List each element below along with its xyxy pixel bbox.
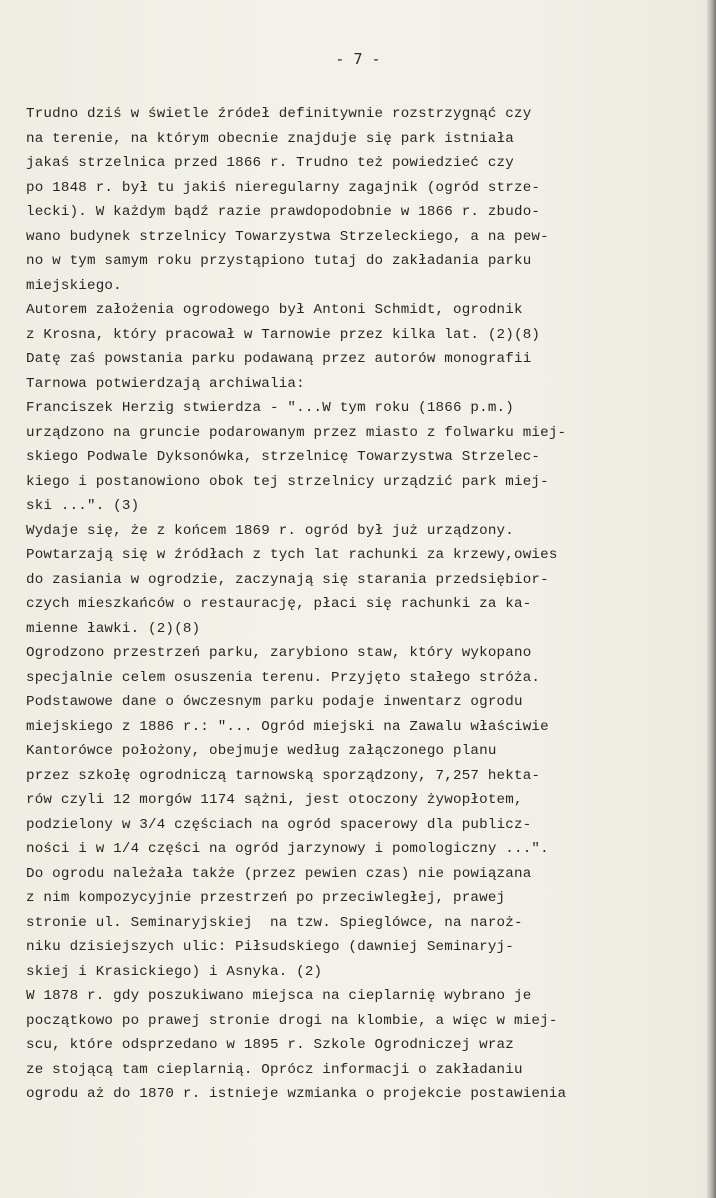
text-line: ogrodu aż do 1870 r. istnieje wzmianka o projekcie postawienia	[26, 1086, 567, 1102]
text-line: Powtarzają się w źródłach z tych lat rachunki za krzewy,owies	[26, 547, 558, 563]
text-line: scu, które odsprzedano w 1895 r. Szkole Ogrodniczej wraz	[26, 1037, 514, 1053]
text-line: miejskiego.	[26, 277, 122, 294]
text-line: skiego Podwale Dyksonówka, strzelnicę Towarzystwa Strzelec-	[26, 449, 541, 465]
text-line: kiego i postanowiono obok tej strzelnicy urządzić park miej-	[26, 473, 549, 490]
text-line: ski ...". (3)	[26, 498, 140, 514]
page-edge-shadow	[706, 0, 716, 1198]
text-line: jakaś strzelnica przed 1866 r. Trudno też powiedzieć czy	[26, 155, 514, 171]
text-line: Wydaje się, że z końcem 1869 r. ogród był już urządzony.	[26, 522, 514, 539]
text-line: z Krosna, który pracował w Tarnowie przez kilka lat. (2)(8)	[26, 326, 541, 343]
text-line: Franciszek Herzig stwierdza - "...W tym roku (1866 p.m.)	[26, 400, 514, 416]
text-line: początkowo po prawej stronie drogi na klombie, a więc w miej-	[26, 1012, 558, 1029]
text-line: podzielony w 3/4 częściach na ogród spacerowy dla publicz-	[26, 816, 532, 833]
text-line: czych mieszkańców o restaurację, płaci się rachunki za ka-	[26, 596, 532, 612]
text-line: niku dzisiejszych ulic: Piłsudskiego (dawniej Seminaryj-	[26, 939, 514, 955]
text-line: na terenie, na którym obecnie znajduje się park istniała	[26, 130, 514, 147]
text-line: po 1848 r. był tu jakiś nieregularny zagajnik (ogród strze-	[26, 179, 541, 196]
text-line: Tarnowa potwierdzają archiwalia:	[26, 375, 305, 392]
text-line: Trudno dziś w świetle źródeł definitywnie rozstrzygnąć czy	[26, 106, 532, 122]
text-line: Ogrodzono przestrzeń parku, zarybiono staw, który wykopano	[26, 645, 532, 661]
text-line: miejskiego z 1886 r.: "... Ogród miejski na Zawalu właściwie	[26, 718, 549, 735]
body-text	[26, 102, 696, 1107]
text-line: ności i w 1/4 części na ogród jarzynowy i pomologiczny ...".	[26, 841, 549, 857]
text-line: Podstawowe dane o ówczesnym parku podaje inwentarz ogrodu	[26, 694, 523, 710]
text-line: wano budynek strzelnicy Towarzystwa Strzeleckiego, a na pew-	[26, 228, 549, 245]
text-line: stronie ul. Seminaryjskiej na tzw. Spieglówce, na naroż-	[26, 914, 523, 931]
text-line: W 1878 r. gdy poszukiwano miejsca na cieplarnię wybrano je	[26, 988, 532, 1004]
text-line: Do ogrodu należała także (przez pewien czas) nie powiązana	[26, 865, 532, 882]
text-line: no w tym samym roku przystąpiono tutaj do zakładania parku	[26, 253, 532, 269]
text-line: skiej i Krasickiego) i Asnyka. (2)	[26, 963, 323, 980]
text-line: urządzono na gruncie podarowanym przez miasto z folwarku miej-	[26, 424, 567, 441]
text-line: Datę zaś powstania parku podawaną przez autorów monografii	[26, 351, 532, 367]
text-line: przez szkołę ogrodniczą tarnowską sporządzony, 7,257 hekta-	[26, 767, 541, 784]
text-line: lecki). W każdym bądź razie prawdopodobnie w 1866 r. zbudo-	[26, 204, 541, 220]
text-line: specjalnie celem osuszenia terenu. Przyjęto stałego stróża.	[26, 669, 541, 686]
text-line: Autorem założenia ogrodowego był Antoni Schmidt, ogrodnik	[26, 302, 523, 318]
text-line: z nim kompozycyjnie przestrzeń po przeciwległej, prawej	[26, 890, 506, 906]
text-line: rów czyli 12 morgów 1174 sążni, jest otoczony żywopłotem,	[26, 792, 523, 808]
text-line: ze stojącą tam cieplarnią. Oprócz informacji o zakładaniu	[26, 1061, 523, 1078]
text-line: Kantorówce położony, obejmuje według załączonego planu	[26, 743, 497, 759]
page-number: - 7 -	[335, 50, 381, 68]
text-line: do zasiania w ogrodzie, zaczynają się starania przedsiębior-	[26, 571, 549, 588]
text-line: mienne ławki. (2)(8)	[26, 620, 201, 637]
